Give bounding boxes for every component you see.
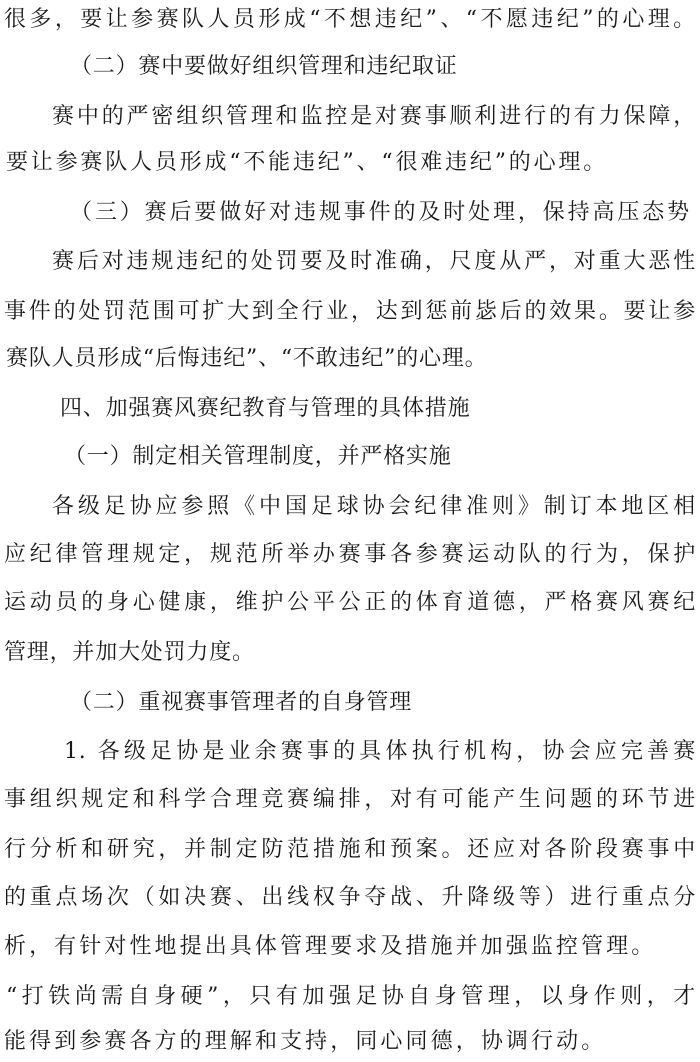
text-line: 事件的处罚范围可扩大到全行业，达到惩前毖后的效果。要让参 bbox=[4, 299, 696, 324]
text-line: 赛中的严密组织管理和监控是对赛事顺利进行的有力保障， bbox=[52, 104, 696, 129]
text-line: 事组织规定和科学合理竞赛编排，对有可能产生问题的环节进 bbox=[4, 787, 696, 812]
text-line: 赛后对违规违纪的处罚要及时准确，尺度从严，对重大恶性 bbox=[52, 249, 696, 274]
text-line: 应纪律管理规定，规范所举办赛事各参赛运动队的行为，保护 bbox=[4, 542, 696, 567]
section-heading: （三）赛后要做好对违规事件的及时处理，保持高压态势 bbox=[70, 200, 690, 225]
section-heading: （二）重视赛事管理者的自身管理 bbox=[70, 690, 413, 715]
text-line: 很多，要让参赛队人员形成“不想违纪”、“不愿违纪”的心理。 bbox=[4, 7, 696, 32]
text-line: 赛队人员形成“后悔违纪”、“不敢违纪”的心理。 bbox=[6, 346, 488, 371]
text-line: 1. 各级足协是业余赛事的具体执行机构，协会应完善赛 bbox=[64, 739, 696, 764]
section-heading: 四、加强赛风赛纪教育与管理的具体措施 bbox=[60, 396, 471, 421]
text-line: 要让参赛队人员形成“不能违纪”、“很难违纪”的心理。 bbox=[6, 150, 606, 175]
section-heading: （一）制定相关管理制度，并严格实施 bbox=[64, 444, 452, 469]
text-line: 的重点场次（如决赛、出线权争夺战、升降级等）进行重点分 bbox=[4, 885, 696, 910]
text-line: 能得到参赛各方的理解和支持，同心同德，协调行动。 bbox=[4, 1029, 604, 1054]
text-line: 运动员的身心健康，维护公平公正的体育道德，严格赛风赛纪 bbox=[4, 590, 696, 615]
text-line: 析，有针对性地提出具体管理要求及措施并加强监控管理。 bbox=[4, 934, 654, 959]
text-line: 管理，并加大处罚力度。 bbox=[4, 640, 255, 665]
text-line: “打铁尚需自身硬”，只有加强足协自身管理，以身作则，才 bbox=[6, 984, 696, 1009]
text-line: 行分析和研究，并制定防范措施和预案。还应对各阶段赛事中 bbox=[4, 837, 696, 862]
section-heading: （二）赛中要做好组织管理和违纪取证 bbox=[70, 54, 458, 79]
text-line: 各级足协应参照《中国足球协会纪律准则》制订本地区相 bbox=[52, 494, 696, 519]
